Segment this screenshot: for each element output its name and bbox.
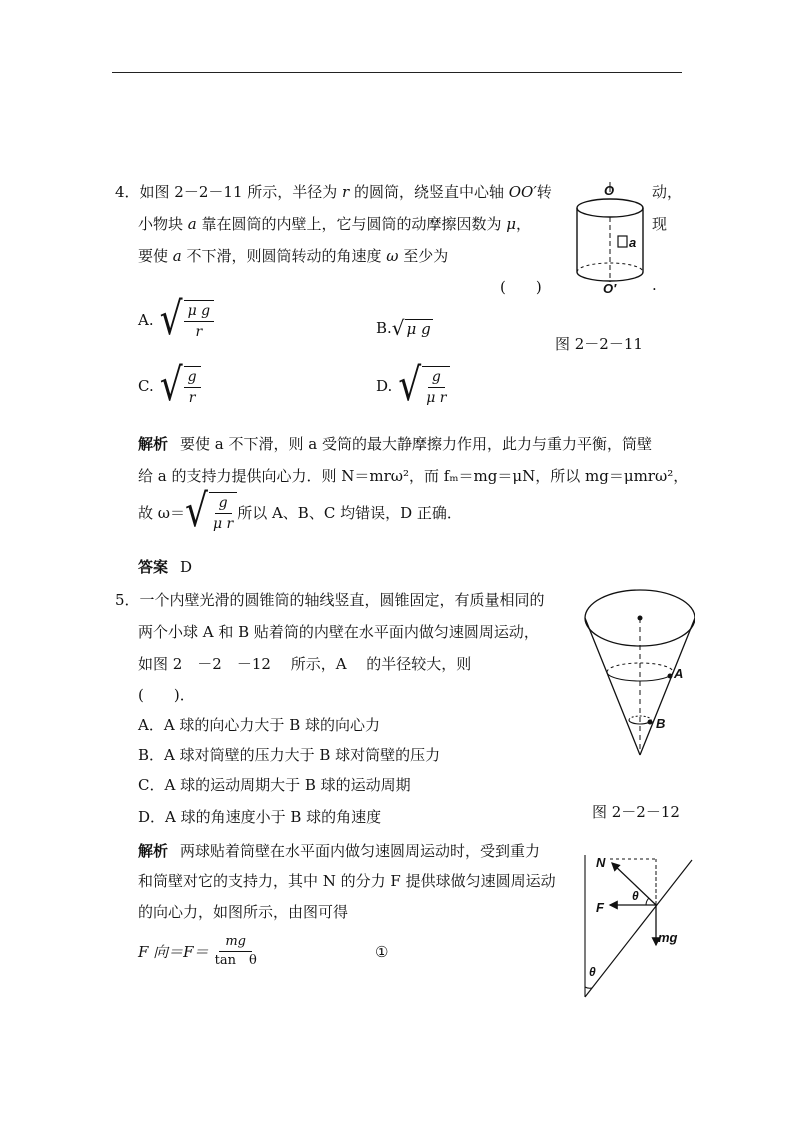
force-label-theta-2: θ [589,965,596,979]
q4-line-1: 4．如图 2－2－11 所示，半径为 r 的圆筒，绕竖直中心轴 OO′转 [115,183,552,201]
force-label-F: F [596,900,604,915]
q5-equation: F 向＝F＝ mg tan θ [138,934,257,968]
q4-answer: 答案 D [138,558,193,576]
q4-option-b: B. √ μ g [376,316,431,340]
force-label-N: N [596,855,606,870]
q4-analysis-line-3: 故 ω＝ √ $\frac{g}{\text{μ r}}$ 所以 A、B、C 均错误，D 正确． [138,485,462,538]
q5-analysis-line-2: 和筒壁对它的支持力，其中 N 的分力 F 提供球做匀速圆周运动 [138,872,556,890]
q5-line-2: 两个小球 A 和 B 贴着筒的内壁在水平面内做匀速圆周运动， [138,623,539,641]
q5-analysis-line-1: 解析 两球贴着筒壁在水平面内做匀速圆周运动时，受到重力 [138,842,541,860]
fig-label-O: O [604,183,615,198]
fig-label-a: a [629,235,637,250]
q5-option-b: B．A 球对筒壁的压力大于 B 球对筒壁的压力 [138,746,441,764]
q5-option-d: D．A 球的角速度小于 B 球的角速度 [138,808,382,826]
q4-line-2: 小物块 a 靠在圆筒的内壁上，它与圆筒的动摩擦因数为 μ， [138,215,532,233]
q5-figure-caption: 图 2－2－12 [592,803,680,821]
q4-answer-bracket: ( ) [500,278,542,296]
q4-line-2-tail: 现 [652,215,668,233]
fig-label-A: A [674,666,684,681]
q4-line-1-tail: 动， [652,183,683,201]
q4-analysis-line-2: 给 a 的支持力提供向心力．则 N＝mrω²，而 fₘ＝mg＝μN，所以 mg＝μmrω²， [138,467,689,485]
q5-option-a: A．A 球的向心力大于 B 球的向心力 [138,716,380,734]
q5-line-3: 如图 2 －2 －12 所示，A 的半径较大，则 [138,655,472,673]
q4-option-a: A. √ $\frac{\text{μ g}}{r}$ [138,300,214,340]
force-label-theta: θ [632,889,639,903]
q5-line-1: 5．一个内壁光滑的圆锥筒的轴线竖直，圆锥固定，有质量相同的 [115,591,545,609]
q5-option-c: C．A 球的运动周期大于 B 球的运动周期 [138,776,411,794]
fig-label-O-prime: O′ [603,281,617,296]
q4-option-c: C. √ $\frac{g}{r}$ [138,366,201,406]
q4-figure-caption: 图 2－2－11 [555,335,643,353]
fig-label-B: B [656,716,666,731]
q4-option-d: D. √ $\frac{g}{\text{μ r}}$ [376,366,450,406]
q5-analysis-line-3: 的向心力，如图所示，由图可得 [138,903,349,921]
q4-analysis-line-1: 解析 要使 a 不下滑，则 a 受筒的最大静摩擦力作用，此力与重力平衡，筒壁 [138,435,652,453]
q5-line-4: ( )． [138,686,195,704]
force-label-mg: mg [658,930,678,945]
q4-line-3: 要使 a 不下滑，则圆筒转动的角速度 ω 至少为 [138,247,449,265]
q5-equation-mark: ① [375,943,389,961]
header-rule [112,72,682,73]
q4-period: . [652,276,657,294]
